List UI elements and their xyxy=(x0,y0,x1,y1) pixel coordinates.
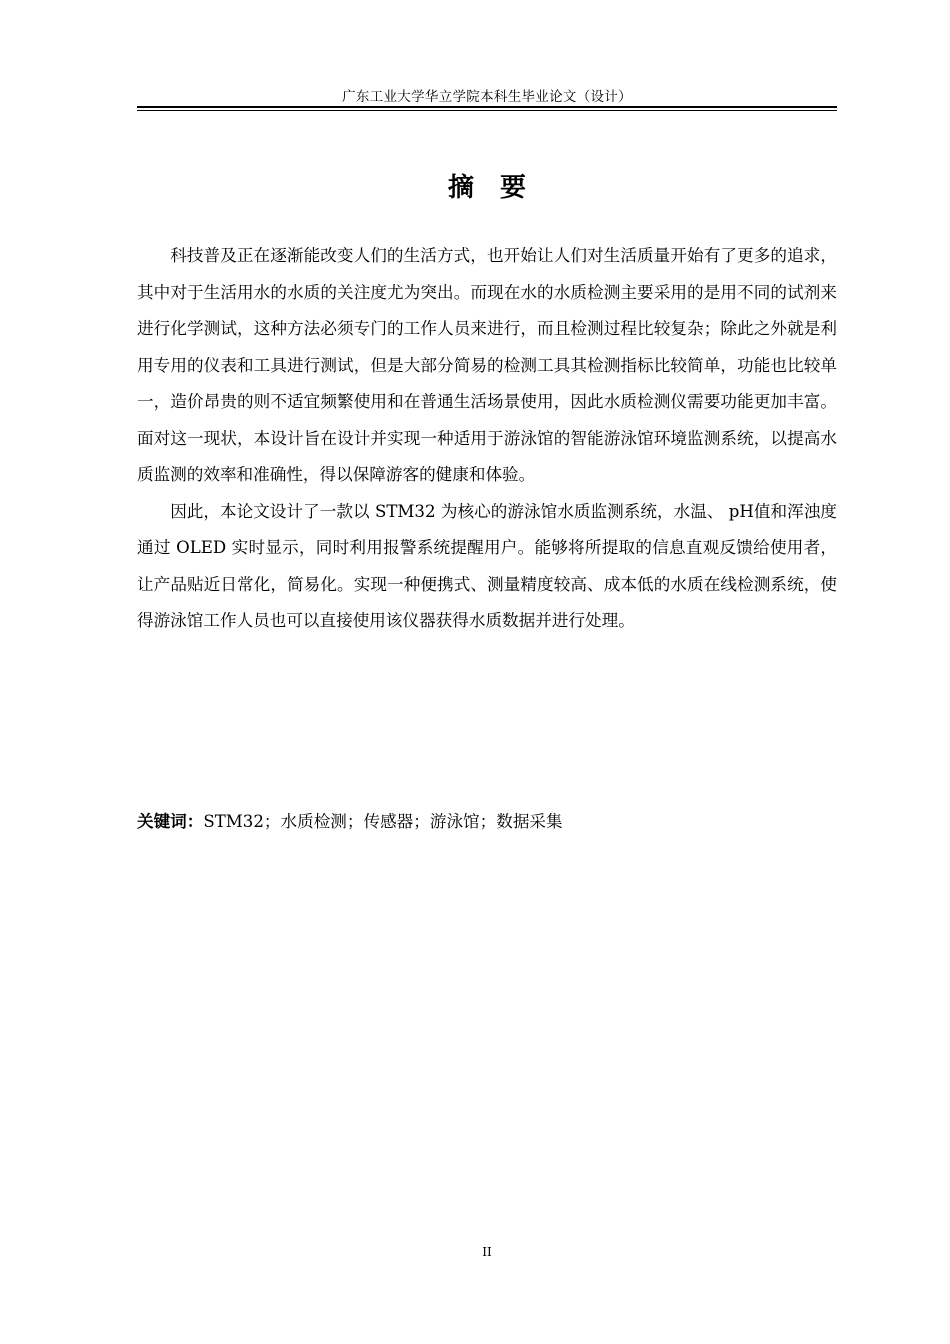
abstract-paragraph-2: 因此，本论文设计了一款以 STM32 为核心的游泳馆水质监测系统，水温、 pH值和浑浊度通过 OLED 实时显示，同时利用报警系统提醒用户。能够将所提取的信息直观反馈给使用者，让产品贴近日常化，简易化。实现一种便携式、测量精度较高、成本低的水质在线检测系统，使得游泳馆工作人员也可以直接使用该仪器获得水质数据并进行处理。 xyxy=(137,501,837,630)
page-number: II xyxy=(482,1245,492,1259)
abstract-title: 摘要 xyxy=(447,173,552,203)
keywords-value: STM32；水质检测；传感器；游泳馆；数据采集 xyxy=(203,812,563,831)
abstract-body xyxy=(137,238,837,640)
running-header: 广东工业大学华立学院本科生毕业论文（设计） xyxy=(342,89,632,105)
header-rule-thick xyxy=(137,106,837,108)
header-rule-thin xyxy=(137,110,837,111)
abstract-paragraph-1: 科技普及正在逐渐能改变人们的生活方式，也开始让人们对生活质量开始有了更多的追求，其中对于生活用水的水质的关注度尤为突出。而现在水的水质检测主要采用的是用不同的试剂来进行化学测试，这种方法必须专门的工作人员来进行，而且检测过程比较复杂；除此之外就是利用专用的仪表和工具进行测试，但是大部分简易的检测工具其检测指标比较简单，功能也比较单一，造价昂贵的则不适宜频繁使用和在普通生活场景使用，因此水质检测仪需要功能更加丰富。面对这一现状，本设计旨在设计并实现一种适用于游泳馆的智能游泳馆环境监测系统，以提高水质监测的效率和准确性，得以保障游客的健康和体验。 xyxy=(137,246,837,484)
keywords-line xyxy=(137,804,837,840)
keywords-label: 关键词： xyxy=(137,812,204,831)
